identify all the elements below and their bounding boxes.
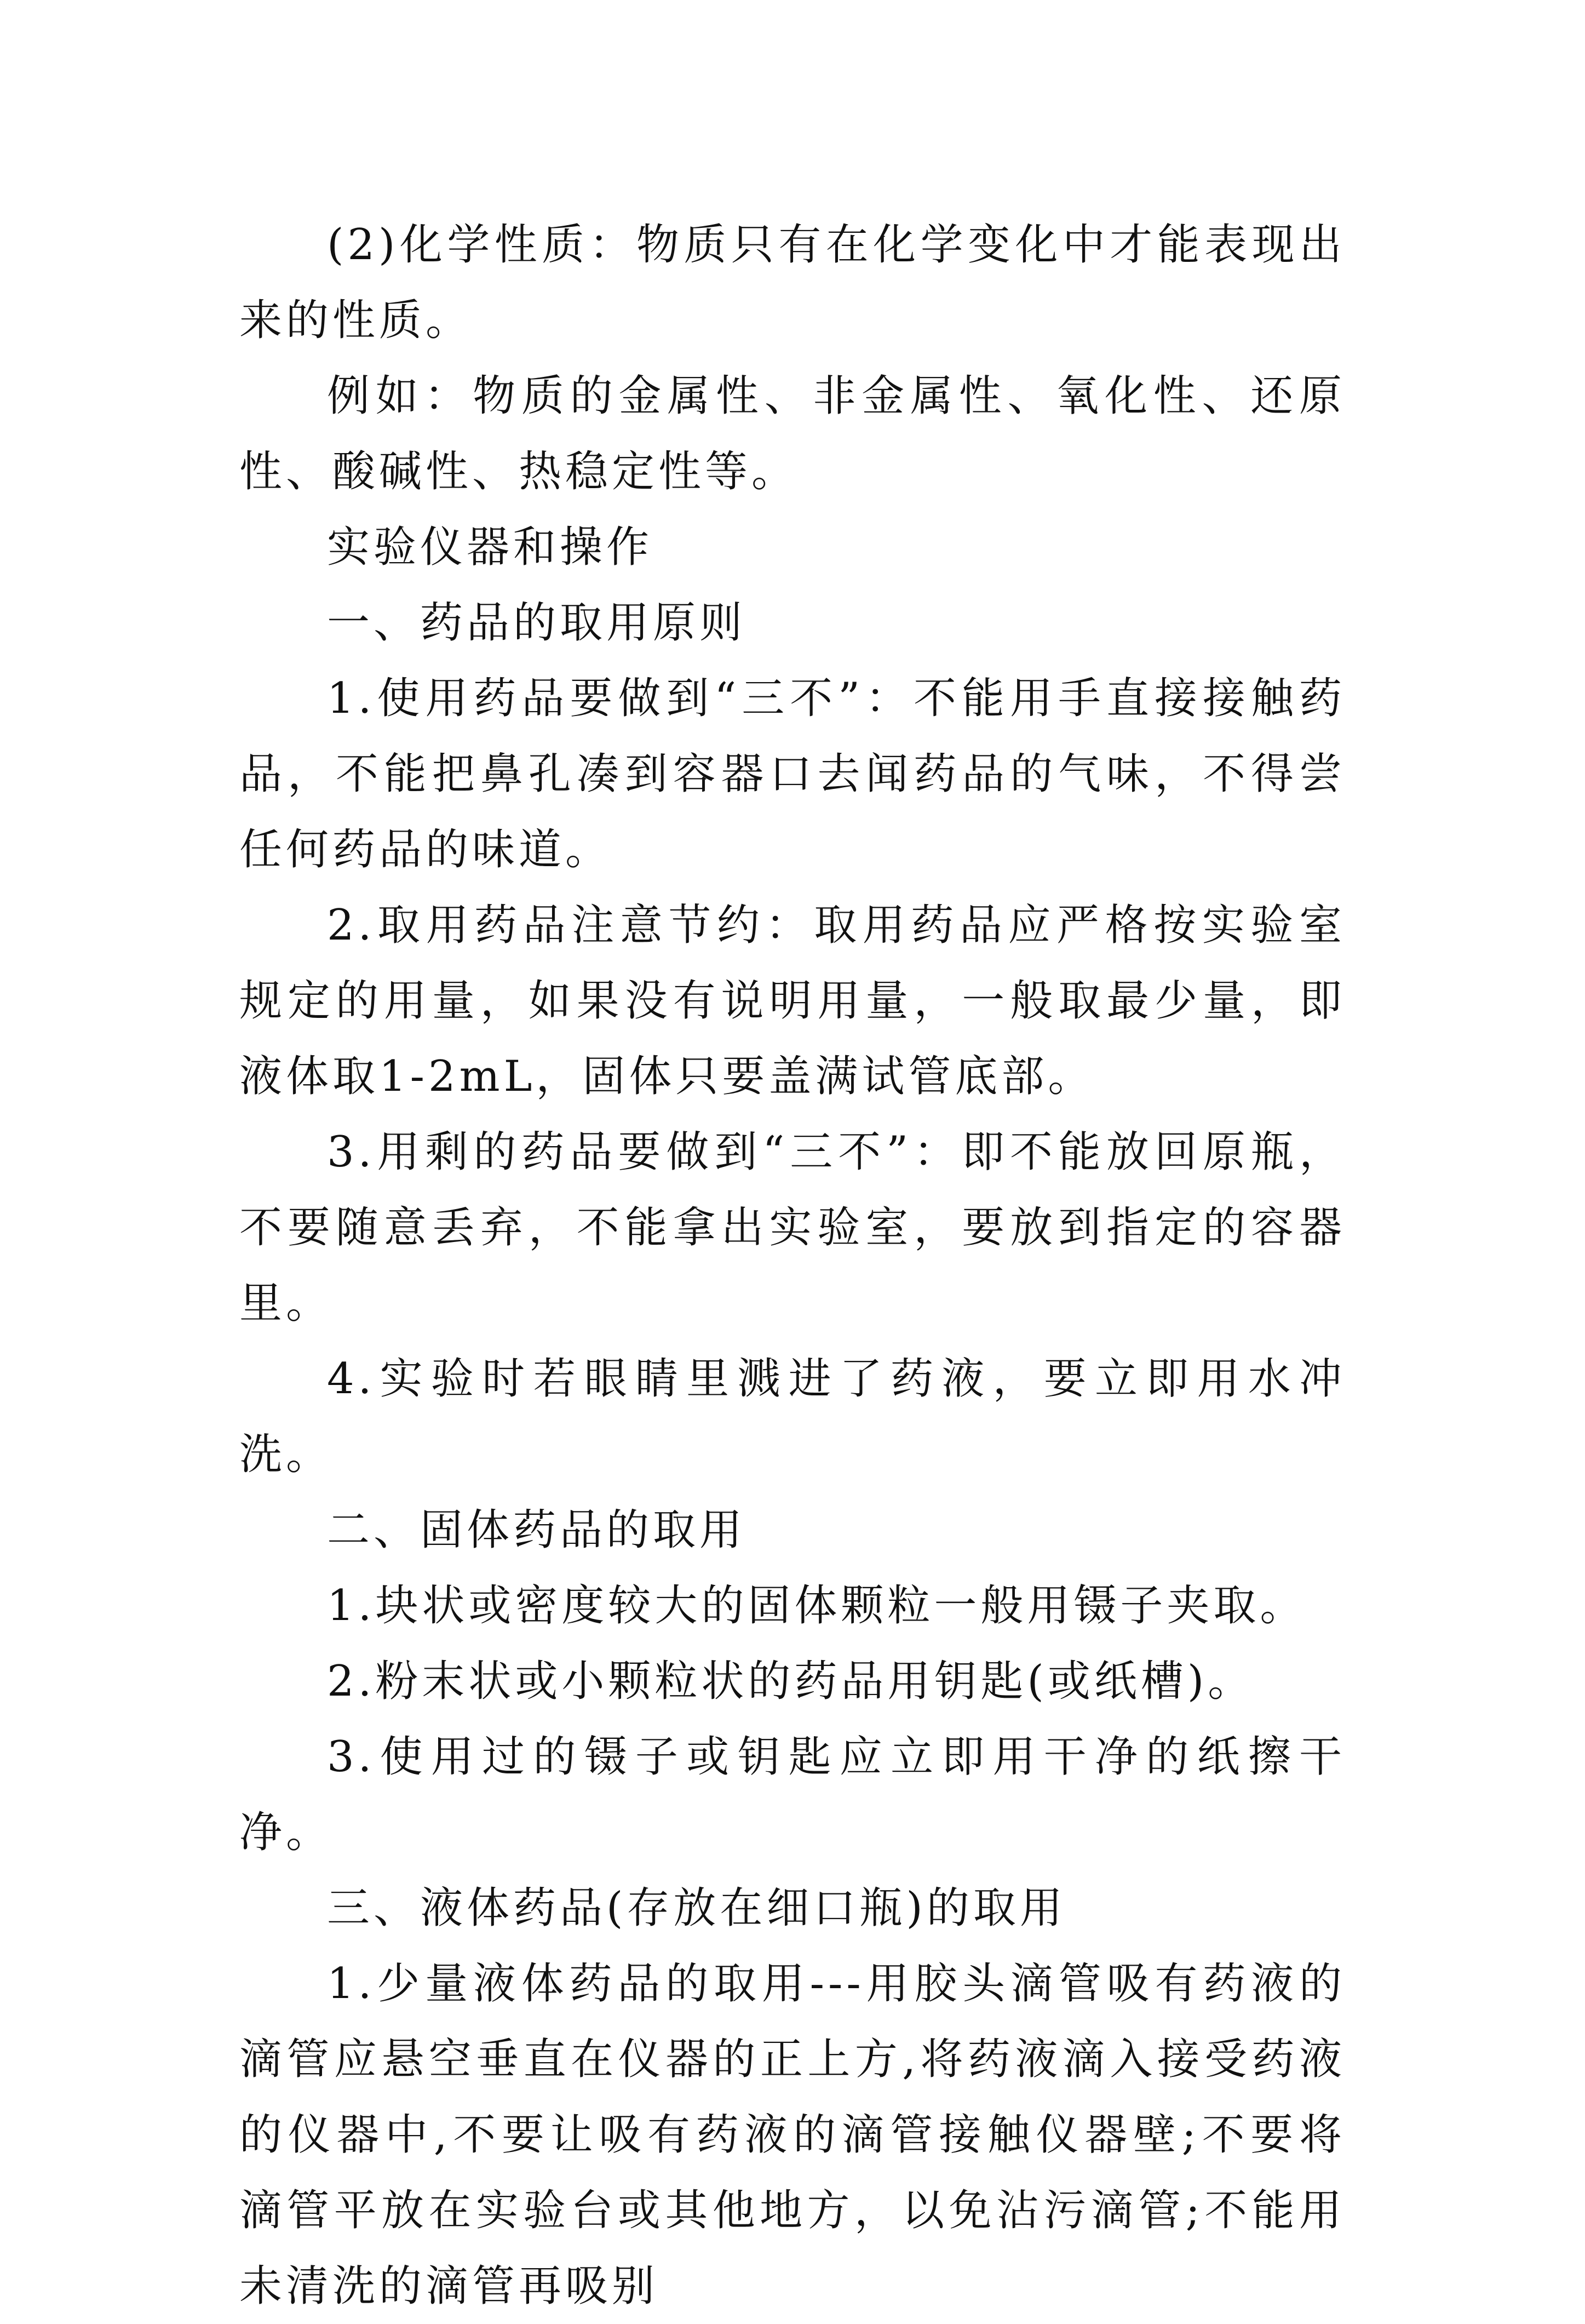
section-heading-liquid-reagents: 三、液体药品(存放在细口瓶)的取用	[327, 1884, 1066, 1933]
paragraph-examples: 例如：物质的金属性、非金属性、氧化性、还原性、酸碱性、热稳定性等。	[239, 371, 1346, 496]
paragraph-solid-tweezers: 1.块状或密度较大的固体颗粒一般用镊子夹取。	[327, 1581, 1307, 1630]
paragraph-rule-three-nots: 1.使用药品要做到“三不”：不能用手直接接触药品，不能把鼻孔凑到容器口去闻药品的气味，不得尝任何药品的味道。	[239, 674, 1346, 874]
paragraph-solid-cleaning: 3.使用过的镊子或钥匙应立即用干净的纸擦干净。	[239, 1732, 1346, 1857]
section-heading-reagent-principles: 一、药品的取用原则	[327, 598, 746, 648]
section-heading-lab-instruments: 实验仪器和操作	[327, 523, 653, 572]
paragraph-rule-economy: 2.取用药品注意节约：取用药品应严格按实验室规定的用量，如果没有说明用量，一般取最少量，即液体取1-2mL，固体只要盖满试管底部。	[239, 901, 1346, 1101]
paragraph-rule-leftover: 3.用剩的药品要做到“三不”：即不能放回原瓶，不要随意丢弃，不能拿出实验室，要放到指定的容器里。	[239, 1127, 1346, 1328]
section-heading-solid-reagents: 二、固体药品的取用	[327, 1506, 746, 1555]
paragraph-rule-eye-splash: 4.实验时若眼睛里溅进了药液，要立即用水冲洗。	[239, 1354, 1346, 1479]
paragraph-chemical-property: (2)化学性质：物质只有在化学变化中才能表现出来的性质。	[239, 220, 1346, 345]
paragraph-solid-powder: 2.粉末状或小颗粒状的药品用钥匙(或纸槽)。	[327, 1657, 1255, 1706]
paragraph-liquid-dropper: 1.少量液体药品的取用---用胶头滴管吸有药液的滴管应悬空垂直在仪器的正上方,将药液滴入接受药液的仪器中,不要让吸有药液的滴管接触仪器壁;不要将滴管平放在实验台或其他地方，以免沾污滴管;不能用未清洗的滴管再吸别	[239, 1959, 1346, 2311]
document-body	[239, 207, 1346, 2324]
